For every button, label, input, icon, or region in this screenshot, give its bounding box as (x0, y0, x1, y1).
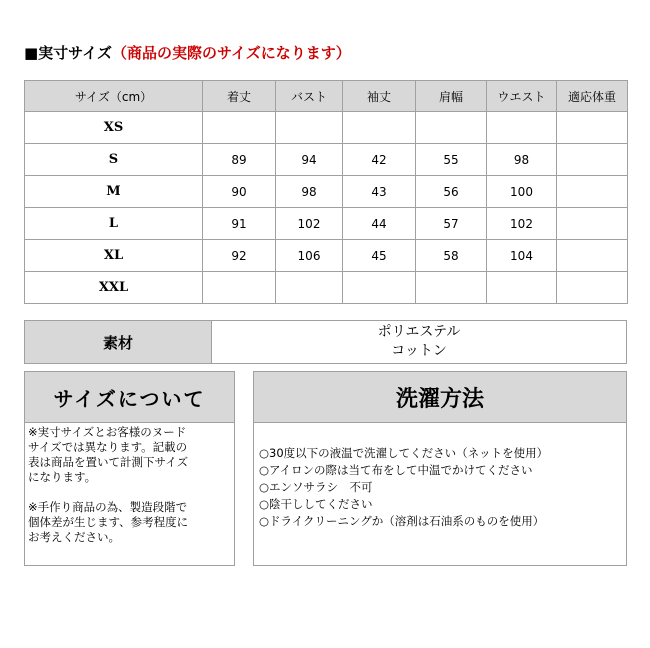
heading-note: （商品の実際のサイズになります） (111, 44, 351, 62)
size-label: XXL (25, 272, 203, 304)
size-note-body (24, 422, 235, 566)
table-cell (416, 112, 487, 144)
size-label: XS (25, 112, 203, 144)
table-cell: 45 (343, 240, 416, 272)
size-note-line: ※実寸サイズとお客様のヌード (28, 425, 187, 439)
table-cell: 92 (203, 240, 276, 272)
table-cell: 43 (343, 176, 416, 208)
size-label: XL (25, 240, 203, 272)
table-cell (203, 112, 276, 144)
table-cell (416, 272, 487, 304)
size-label: S (25, 144, 203, 176)
table-cell (557, 144, 628, 176)
column-header: 着丈 (203, 81, 276, 112)
table-cell (487, 112, 557, 144)
table-cell: 102 (487, 208, 557, 240)
table-cell: 106 (276, 240, 343, 272)
table-row (25, 208, 628, 240)
table-cell (557, 176, 628, 208)
table-cell: 57 (416, 208, 487, 240)
table-cell (557, 272, 628, 304)
material-value: ポリエステル (377, 324, 461, 340)
table-row (25, 272, 628, 304)
washing-line: ○30度以下の液温で洗濯してください（ネットを使用） (259, 446, 549, 460)
washing-line: ○ドライクリーニングか（溶剤は石油系のものを使用） (259, 514, 545, 528)
size-note-line: 個体差が生じます、参考程度に (28, 515, 189, 529)
table-cell (343, 112, 416, 144)
size-label: L (25, 208, 203, 240)
material-label: 素材 (24, 320, 212, 364)
table-cell: 89 (203, 144, 276, 176)
size-note-title: サイズについて (24, 371, 235, 423)
table-cell: 98 (487, 144, 557, 176)
size-table (24, 80, 628, 304)
table-cell: 91 (203, 208, 276, 240)
table-row (25, 144, 628, 176)
column-header: 肩幅 (416, 81, 487, 112)
size-label: M (25, 176, 203, 208)
table-cell: 94 (276, 144, 343, 176)
table-cell (343, 272, 416, 304)
column-header: ウエスト (487, 81, 557, 112)
size-table-header (25, 81, 628, 112)
table-cell: 56 (416, 176, 487, 208)
column-header: 適応体重 (557, 81, 628, 112)
size-note-line: 表は商品を置いて計測下サイズ (28, 455, 189, 469)
size-note-line: になります。 (28, 470, 97, 484)
table-cell: 102 (276, 208, 343, 240)
table-cell: 44 (343, 208, 416, 240)
size-note-line: サイズでは異なります。記載の (28, 440, 188, 454)
column-header: バスト (276, 81, 343, 112)
table-cell: 42 (343, 144, 416, 176)
table-cell: 100 (487, 176, 557, 208)
washing-line: ○エンソサラシ 不可 (259, 480, 373, 494)
table-cell: 90 (203, 176, 276, 208)
material-values (211, 320, 627, 364)
washing-title: 洗濯方法 (253, 371, 627, 423)
heading-title: ■実寸サイズ (24, 44, 112, 62)
table-row (25, 176, 628, 208)
table-cell (276, 272, 343, 304)
size-note-line: ※手作り商品の為、製造段階で (28, 500, 188, 514)
table-cell: 104 (487, 240, 557, 272)
table-cell (557, 240, 628, 272)
table-cell (487, 272, 557, 304)
column-header: 袖丈 (343, 81, 416, 112)
table-cell: 98 (276, 176, 343, 208)
table-cell: 58 (416, 240, 487, 272)
column-header: サイズ（cm） (25, 81, 203, 112)
washing-body (253, 422, 627, 566)
table-row (25, 240, 628, 272)
size-note-line: お考えください。 (28, 530, 120, 544)
washing-line: ○陰干ししてください (259, 497, 373, 511)
table-cell (557, 112, 628, 144)
material-value: コットン (391, 343, 447, 359)
table-cell (557, 208, 628, 240)
table-cell (203, 272, 276, 304)
table-cell (276, 112, 343, 144)
size-note-spacer (28, 485, 232, 500)
section-heading (24, 42, 351, 63)
washing-line: ○アイロンの際は当て布をして中温でかけてください (259, 463, 533, 477)
table-row (25, 112, 628, 144)
table-cell: 55 (416, 144, 487, 176)
